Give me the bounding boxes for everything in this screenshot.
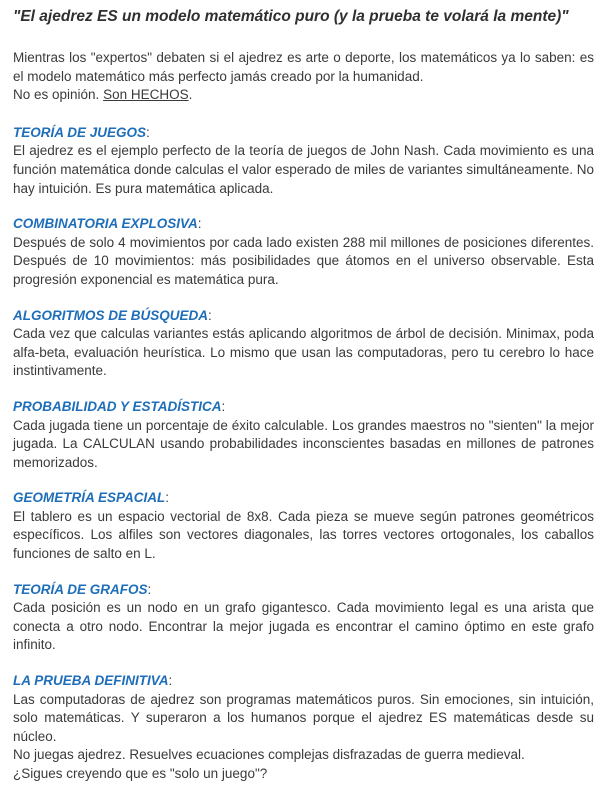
intro-facts-suffix: . xyxy=(188,87,193,103)
section-teoria-de-juegos xyxy=(13,124,594,198)
section-heading-colon: : xyxy=(147,581,152,597)
section-body-text: Después de solo 4 movimientos por cada lado existen 288 mil millones de posiciones diferentes. Después de 10 movimientos: más posibilidades que átomos en el universo observable. Esta progresión exponencial es matemática pura. xyxy=(13,234,594,287)
intro-block xyxy=(13,49,594,105)
section-heading-line xyxy=(13,124,594,143)
intro-facts-line xyxy=(13,86,594,105)
section-heading-title: TEORÍA DE JUEGOS xyxy=(13,124,147,140)
section-heading-line xyxy=(13,672,594,691)
section-heading-title: LA PRUEBA DEFINITIVA xyxy=(13,673,169,689)
section-combinatoria-explosiva xyxy=(13,215,594,289)
section-geometria-espacial xyxy=(13,489,594,563)
section-body-text: Cada vez que calculas variantes estás aplicando algoritmos de árbol de decisión. Minimax, poda alfa-beta, evaluación heurística. Lo mismo que usan las computadoras, pero tu cerebro lo hace instintivamente. xyxy=(13,326,594,379)
section-heading-colon: : xyxy=(168,673,173,689)
section-heading-colon: : xyxy=(208,307,212,323)
section-heading-colon: : xyxy=(165,490,170,506)
section-heading-line xyxy=(13,215,594,234)
section-body-text: El ajedrez es el ejemplo perfecto de la teoría de juegos de John Nash. Cada movimiento es una función matemática donde calculas el valor esperado de miles de variantes simultáneamente. No hay intuición. Es pura matemática aplicada. xyxy=(13,143,594,196)
section-heading-line xyxy=(13,307,594,326)
intro-facts-underlined: Son HECHOS xyxy=(103,87,189,103)
section-heading-colon: : xyxy=(197,216,202,232)
document-title: "El ajedrez ES un modelo matemático puro (y la prueba te volará la mente)" xyxy=(13,8,569,25)
section-body-text: Cada jugada tiene un porcentaje de éxito calculable. Los grandes maestros no "sienten" la mejor jugada. La CALCULAN usando probabilidades inconscientes basadas en millones de patrones memorizados. xyxy=(13,417,594,470)
section-probabilidad-y-estadistica xyxy=(13,398,594,472)
section-heading-line xyxy=(13,489,594,508)
section-heading-line xyxy=(13,398,594,417)
intro-paragraph: Mientras los "expertos" debaten si el ajedrez es arte o deporte, los matemáticos ya lo saben: es el modelo matemático más perfecto jamás creado por la humanidad. xyxy=(13,50,594,84)
section-la-prueba-definitiva xyxy=(13,672,594,784)
section-heading-title: COMBINATORIA EXPLOSIVA xyxy=(13,216,198,232)
section-heading-title: PROBABILIDAD Y ESTADÍSTICA xyxy=(13,398,222,414)
closing-line-2: ¿Sigues creyendo que es "solo un juego"? xyxy=(13,766,268,781)
section-body-text: Cada posición es un nodo en un grafo gigantesco. Cada movimiento legal es una arista que conecta a otro nodo. Encontrar la mejor jugada es encontrar el camino óptimo en este grafo infinito. xyxy=(13,600,594,653)
intro-facts-prefix: No es opinión. xyxy=(13,87,104,103)
section-body-text: Las computadoras de ajedrez son programas matemáticos puros. Sin emociones, sin intuición, solo matemáticas. Y superaron a los humanos porque el ajedrez ES matemáticas desde su núcleo. xyxy=(13,691,594,744)
section-heading-title: ALGORITMOS DE BÚSQUEDA xyxy=(13,307,209,323)
section-body-text: El tablero es un espacio vectorial de 8x8. Cada pieza se mueve según patrones geométricos específicos. Los alfiles son vectores diagonales, las torres vectores ortogonales, los caballos funciones de salto en L. xyxy=(13,508,594,562)
section-heading-colon: : xyxy=(221,398,226,414)
section-heading-title: TEORÍA DE GRAFOS xyxy=(13,581,148,597)
closing-line-1: No juegas ajedrez. Resuelves ecuaciones complejas disfrazadas de guerra medieval. xyxy=(13,747,525,763)
section-teoria-de-grafos xyxy=(13,581,594,655)
section-heading-line xyxy=(13,581,594,600)
section-heading-title: GEOMETRÍA ESPACIAL xyxy=(13,490,166,506)
section-algoritmos-de-busqueda xyxy=(13,307,594,381)
section-heading-colon: : xyxy=(146,124,150,140)
